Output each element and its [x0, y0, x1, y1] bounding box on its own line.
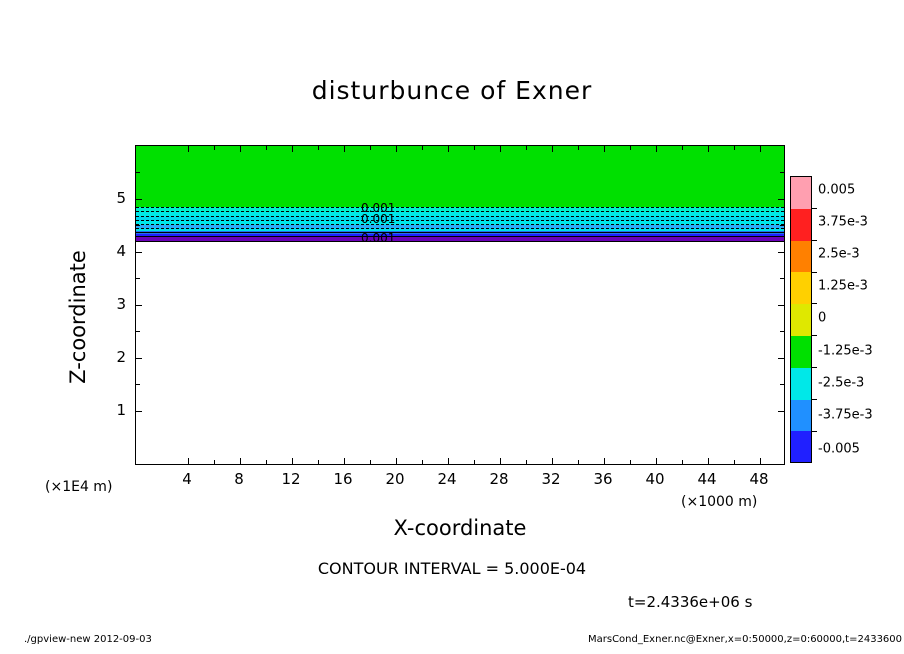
colorbar-label: 2.5e-3	[818, 246, 860, 262]
x-tick-minor	[214, 460, 215, 464]
footer-source-stamp: MarsCond_Exner.nc@Exner,x=0:50000,z=0:60000,t=2433600	[588, 634, 903, 645]
x-tick-label: 8	[234, 470, 244, 488]
y-tick	[136, 199, 142, 200]
x-tick	[760, 458, 761, 464]
colorbar-segment	[791, 272, 811, 304]
x-tick-label: 44	[697, 470, 717, 488]
contour-line	[136, 211, 784, 212]
colorbar-segment	[791, 368, 811, 400]
y-tick-right	[778, 411, 784, 412]
x-tick-minor	[578, 460, 579, 464]
y-tick-right-minor	[780, 384, 784, 385]
x-tick-top-minor	[214, 146, 215, 150]
colorbar-segment	[791, 177, 811, 209]
colorbar-label: 0	[818, 310, 827, 326]
x-tick-top	[500, 146, 501, 152]
y-tick-label: 3	[116, 295, 126, 313]
x-tick-top	[292, 146, 293, 152]
x-tick-top-minor	[370, 146, 371, 150]
contour-line	[136, 220, 784, 221]
y-tick-label: 4	[116, 242, 126, 260]
x-tick-minor	[474, 460, 475, 464]
colorbar-segment	[791, 241, 811, 273]
x-tick	[396, 458, 397, 464]
x-tick-minor	[318, 460, 319, 464]
colorbar-label: -3.75e-3	[818, 407, 873, 423]
y-tick-label: 1	[116, 401, 126, 419]
x-tick-label: 36	[593, 470, 613, 488]
plot-field	[136, 146, 784, 464]
x-axis-title: X-coordinate	[393, 516, 527, 540]
x-tick-minor	[422, 460, 423, 464]
colorbar-segment	[791, 336, 811, 368]
x-tick-minor	[526, 460, 527, 464]
x-tick	[604, 458, 605, 464]
x-tick-top	[344, 146, 345, 152]
colorbar-label: 1.25e-3	[818, 278, 868, 294]
contour-line	[136, 236, 784, 237]
x-tick	[500, 458, 501, 464]
x-tick-label: 40	[645, 470, 665, 488]
colorbar-tick	[812, 399, 817, 400]
contour-line	[136, 241, 784, 242]
colorbar-label: 0.005	[818, 182, 856, 198]
x-tick-top	[656, 146, 657, 152]
y-tick-label: 2	[116, 348, 126, 366]
x-tick	[708, 458, 709, 464]
y-tick-label: 5	[116, 189, 126, 207]
y-tick-minor	[136, 225, 140, 226]
y-tick-right-minor	[780, 225, 784, 226]
y-tick-right-minor	[780, 331, 784, 332]
x-tick-top	[396, 146, 397, 152]
y-tick-right	[778, 358, 784, 359]
y-tick	[136, 411, 142, 412]
x-tick-label: 16	[333, 470, 353, 488]
y-tick-minor	[136, 384, 140, 385]
footer-tool-stamp: ./gpview-new 2012-09-03	[24, 634, 152, 645]
x-tick-top-minor	[474, 146, 475, 150]
y-tick-right	[778, 199, 784, 200]
x-tick	[240, 458, 241, 464]
x-tick-top-minor	[318, 146, 319, 150]
x-tick	[292, 458, 293, 464]
y-axis-unit: (×1E4 m)	[45, 479, 113, 495]
x-tick	[344, 458, 345, 464]
contour-value-label: 0.001	[361, 212, 396, 226]
y-axis-title: Z-coordinate	[66, 250, 90, 384]
colorbar-label: -0.005	[818, 441, 860, 457]
y-tick-right	[778, 305, 784, 306]
x-tick-minor	[682, 460, 683, 464]
x-tick-top	[604, 146, 605, 152]
x-tick-top-minor	[734, 146, 735, 150]
x-tick-top	[448, 146, 449, 152]
x-tick-top-minor	[630, 146, 631, 150]
colorbar-segment	[791, 431, 811, 463]
contour-interval-caption: CONTOUR INTERVAL = 5.000E-04	[317, 559, 587, 578]
colorbar-label: -2.5e-3	[818, 375, 865, 391]
colorbar-tick	[812, 431, 817, 432]
x-tick-top-minor	[422, 146, 423, 150]
colorbar-segment	[791, 400, 811, 432]
y-tick-minor	[136, 172, 140, 173]
y-tick-right-minor	[780, 172, 784, 173]
colorbar-tick	[812, 335, 817, 336]
colorbar-tick	[812, 208, 817, 209]
x-tick-top	[708, 146, 709, 152]
x-tick-top	[240, 146, 241, 152]
contour-value-label: 0.001	[361, 201, 396, 215]
x-tick-minor	[266, 460, 267, 464]
colorbar-label: 3.75e-3	[818, 214, 868, 230]
x-tick-top	[552, 146, 553, 152]
x-tick-top	[188, 146, 189, 152]
y-tick-right-minor	[780, 278, 784, 279]
colorbar-segment	[791, 209, 811, 241]
contour-line	[136, 216, 784, 217]
x-tick-label: 32	[541, 470, 561, 488]
x-axis-unit: (×1000 m)	[681, 494, 758, 510]
time-caption: t=2.4336e+06 s	[628, 593, 753, 611]
x-tick-label: 48	[749, 470, 769, 488]
colorbar-tick	[812, 240, 817, 241]
x-tick-minor	[734, 460, 735, 464]
x-tick-minor	[370, 460, 371, 464]
contour-value-label: 0.001	[361, 231, 396, 245]
x-tick	[188, 458, 189, 464]
y-tick	[136, 252, 142, 253]
y-tick-minor	[136, 331, 140, 332]
y-tick-minor	[136, 278, 140, 279]
x-tick-top-minor	[578, 146, 579, 150]
x-tick	[656, 458, 657, 464]
x-tick-minor	[630, 460, 631, 464]
field-band-white	[136, 242, 784, 464]
colorbar-label: -1.25e-3	[818, 343, 873, 359]
colorbar-tick	[812, 272, 817, 273]
y-tick	[136, 305, 142, 306]
colorbar-tick	[812, 303, 817, 304]
x-tick-label: 12	[281, 470, 301, 488]
field-band-green	[136, 146, 784, 207]
y-tick-right	[778, 252, 784, 253]
colorbar	[790, 176, 812, 463]
y-tick	[136, 358, 142, 359]
colorbar-tick	[812, 367, 817, 368]
x-tick-label: 4	[182, 470, 192, 488]
contour-line	[136, 228, 784, 229]
contour-line	[136, 207, 784, 208]
x-tick-label: 28	[489, 470, 509, 488]
colorbar-segment	[791, 304, 811, 336]
contour-line	[136, 224, 784, 225]
x-tick-label: 24	[437, 470, 457, 488]
x-tick-top-minor	[682, 146, 683, 150]
x-tick-top-minor	[526, 146, 527, 150]
page-title: disturbunce of Exner	[311, 76, 593, 105]
contour-line	[136, 232, 784, 233]
x-tick	[552, 458, 553, 464]
plot-area	[135, 145, 785, 465]
x-tick	[448, 458, 449, 464]
x-tick-top	[760, 146, 761, 152]
x-tick-top-minor	[266, 146, 267, 150]
x-tick-label: 20	[385, 470, 405, 488]
